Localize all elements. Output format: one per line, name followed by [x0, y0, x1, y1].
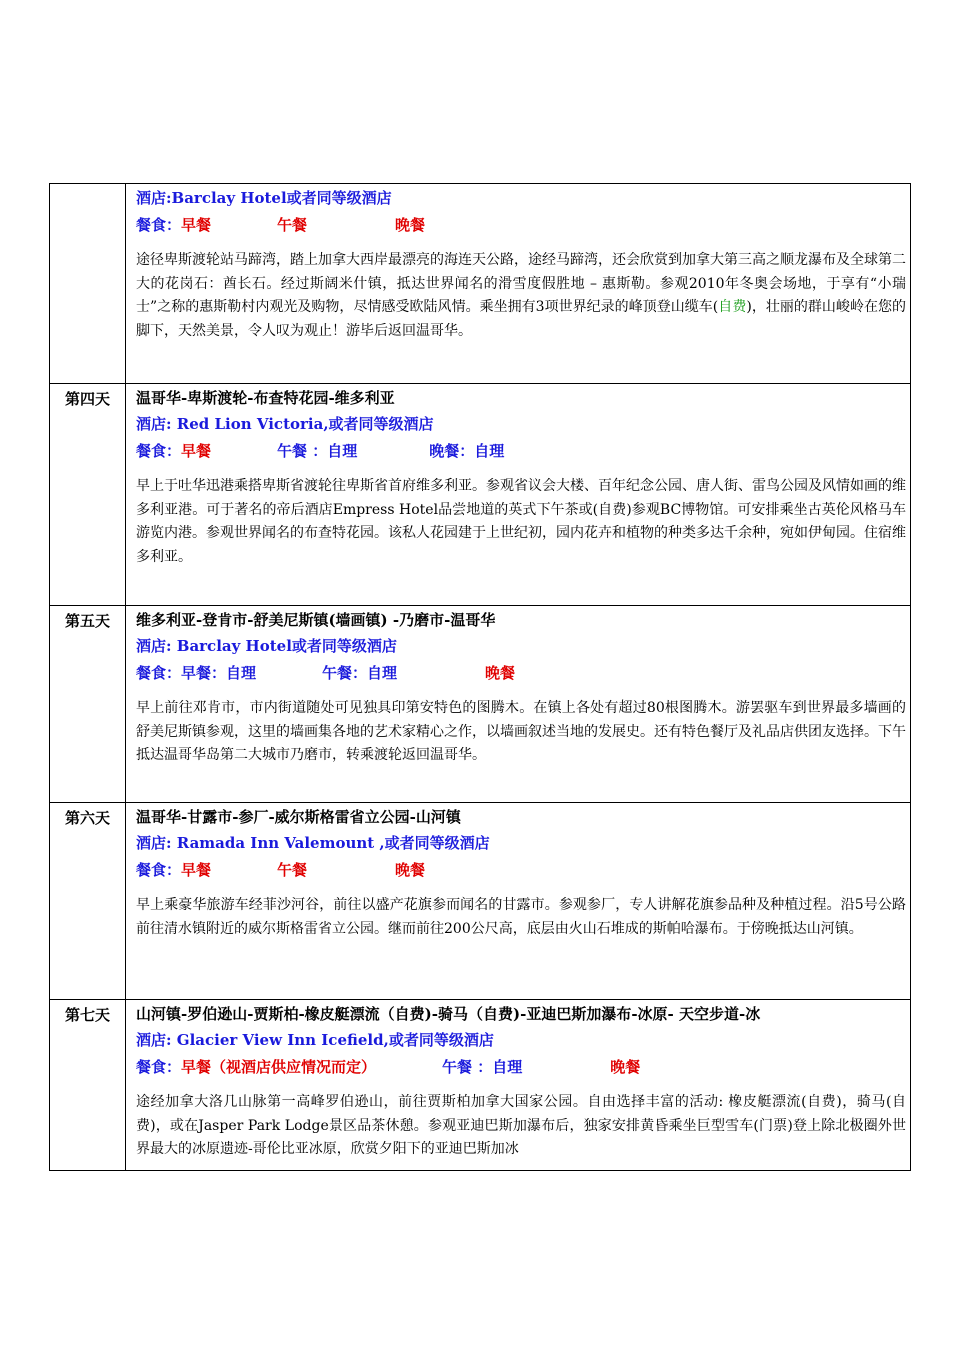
- day-description: 途经加拿大洛几山脉第一高峰罗伯逊山，前往贾斯柏加拿大国家公园。自由选择丰富的活动: 橡皮艇漂流(自费)，骑马(自费)，或在Jasper Park Lodge景区品茶休憩。参观亚迪巴斯加瀑布后，独家安排黄昏乘坐巨型雪车(门票)登上除北极圈外世界最大的冰原遗迹-哥伦比亚冰原，欣赏夕阳下的亚迪巴斯加冰: [136, 1094, 906, 1157]
- day-description: 早上前往邓肯市，市内街道随处可见独具印第安特色的图腾木。在镇上各处有超过80根图腾木。游罢驱车到世界最多墙画的舒美尼斯镇参观，这里的墙画集各地的艺术家精心之作，以墙画叙述当地的发展史。还有特色餐厅及礼品店供团友选择。下午抵达温哥华岛第二大城市乃磨市，转乘渡轮返回温哥华。: [136, 700, 906, 763]
- itinerary-row-day7: [50, 1000, 911, 1171]
- dinner-label: 晚餐: [395, 861, 426, 879]
- hotel-line: 酒店: Red Lion Victoria,或者同等级酒店: [136, 415, 434, 433]
- lunch-label: 午餐：自理: [322, 664, 398, 682]
- meals-label: 餐食：: [136, 442, 182, 460]
- breakfast-label: 早餐（视酒店供应情况而定）: [181, 1058, 377, 1076]
- route-title: 温哥华-卑斯渡轮-布查特花园-维多利亚: [136, 389, 395, 407]
- desc-part-b: )，壮丽的群山峻岭在您的脚下，天然美景，令人叹为观止！游毕后返回温哥华。: [136, 299, 907, 339]
- hotel-line: 酒店: Glacier View Inn Icefield,或者同等级酒店: [136, 1031, 494, 1049]
- dinner-label: 晚餐: [395, 216, 426, 234]
- lunch-label: 午餐 ：自理: [277, 442, 358, 460]
- dinner-label: 晚餐: [610, 1058, 641, 1076]
- day-description: 早上乘豪华旅游车经菲沙河谷，前往以盛产花旗参而闻名的甘露市。参观参厂，专人讲解花旗参品种及种植过程。沿5号公路前往清水镇附近的威尔斯格雷省立公园。继而前往200公尺高，底层由火山石堆成的斯帕哈瀑布。于傍晚抵达山河镇。: [136, 897, 906, 937]
- dinner-label: 晚餐: [485, 664, 516, 682]
- day-description: [136, 249, 906, 343]
- desc-part-a: 途径卑斯渡轮站马蹄湾，踏上加拿大西岸最漂亮的海连天公路，途经马蹄湾，还会欣赏到加拿大第三高之顺龙瀑布及全球第二大的花岗石：酋长石。经过斯阔米什镇，抵达世界闻名的滑雪度假胜地 – 惠斯勒。参观2010年冬奥会场地，于享有“小瑞士”之称的惠斯勒村内观光及购物，尽情感受欧陆风情。乘坐拥有3项世界纪录的峰顶登山缆车(: [136, 252, 906, 315]
- day-description: 早上于吐华迅港乘搭卑斯省渡轮往卑斯省首府维多利亚。参观省议会大楼、百年纪念公园、唐人街、雷鸟公园及风情如画的维多利亚港。可于著名的帝后酒店Empress Hotel品尝地道的英式下午茶或(自费)参观BC博物馆。可安排乘坐古英伦风格马车游览内港。参观世界闻名的布查特花园。该私人花园建于上世纪初，园内花卉和植物的种类多达千余种，宛如伊甸园。住宿维多利亚。: [136, 478, 906, 565]
- meals-line: [136, 212, 906, 239]
- hotel-line: 酒店:Barclay Hotel或者同等级酒店: [136, 189, 392, 207]
- meals-line: [136, 438, 906, 465]
- hotel-line: 酒店: Ramada Inn Valemount ,或者同等级酒店: [136, 834, 490, 852]
- meals-line: [136, 660, 906, 687]
- meals-label: 餐食：: [136, 861, 182, 879]
- route-title: 维多利亚-登肯市-舒美尼斯镇(墙画镇) -乃磨市-温哥华: [136, 611, 496, 629]
- day-cell: 第七天: [50, 1000, 126, 1171]
- breakfast-label: 早餐: [181, 216, 212, 234]
- day-content: [126, 803, 911, 1000]
- meals-line: [136, 1054, 906, 1081]
- meals-label: 餐食：: [136, 1058, 182, 1076]
- day-content: [126, 606, 911, 803]
- lunch-label: 午餐 ：自理: [442, 1058, 523, 1076]
- day-content: [126, 384, 911, 606]
- breakfast-label: 早餐: [181, 861, 212, 879]
- route-title: 温哥华-甘露市-参厂-威尔斯格雷省立公园-山河镇: [136, 808, 461, 826]
- hotel-line: 酒店: Barclay Hotel或者同等级酒店: [136, 637, 397, 655]
- lunch-label: 午餐: [277, 216, 308, 234]
- dinner-label: 晚餐：自理: [429, 442, 505, 460]
- itinerary-row-day3: [50, 184, 911, 384]
- day-cell: 第五天: [50, 606, 126, 803]
- day-content: [126, 184, 911, 384]
- desc-self-pay: 自费: [718, 299, 747, 315]
- itinerary-table: [49, 183, 911, 1171]
- lunch-label: 午餐: [277, 861, 308, 879]
- route-title: 山河镇-罗伯逊山-贾斯柏-橡皮艇漂流（自费)-骑马（自费)-亚迪巴斯加瀑布-冰原- 天空步道-冰: [136, 1005, 761, 1023]
- day-content: [126, 1000, 911, 1171]
- day-cell: 第四天: [50, 384, 126, 606]
- itinerary-row-day6: [50, 803, 911, 1000]
- day-cell: [50, 184, 126, 384]
- meals-line: [136, 857, 906, 884]
- day-cell: 第六天: [50, 803, 126, 1000]
- itinerary-row-day5: [50, 606, 911, 803]
- meals-label: 餐食：: [136, 664, 182, 682]
- meals-label: 餐食：: [136, 216, 182, 234]
- itinerary-row-day4: [50, 384, 911, 606]
- breakfast-label: 早餐: [181, 442, 212, 460]
- breakfast-label: 早餐：自理: [181, 664, 257, 682]
